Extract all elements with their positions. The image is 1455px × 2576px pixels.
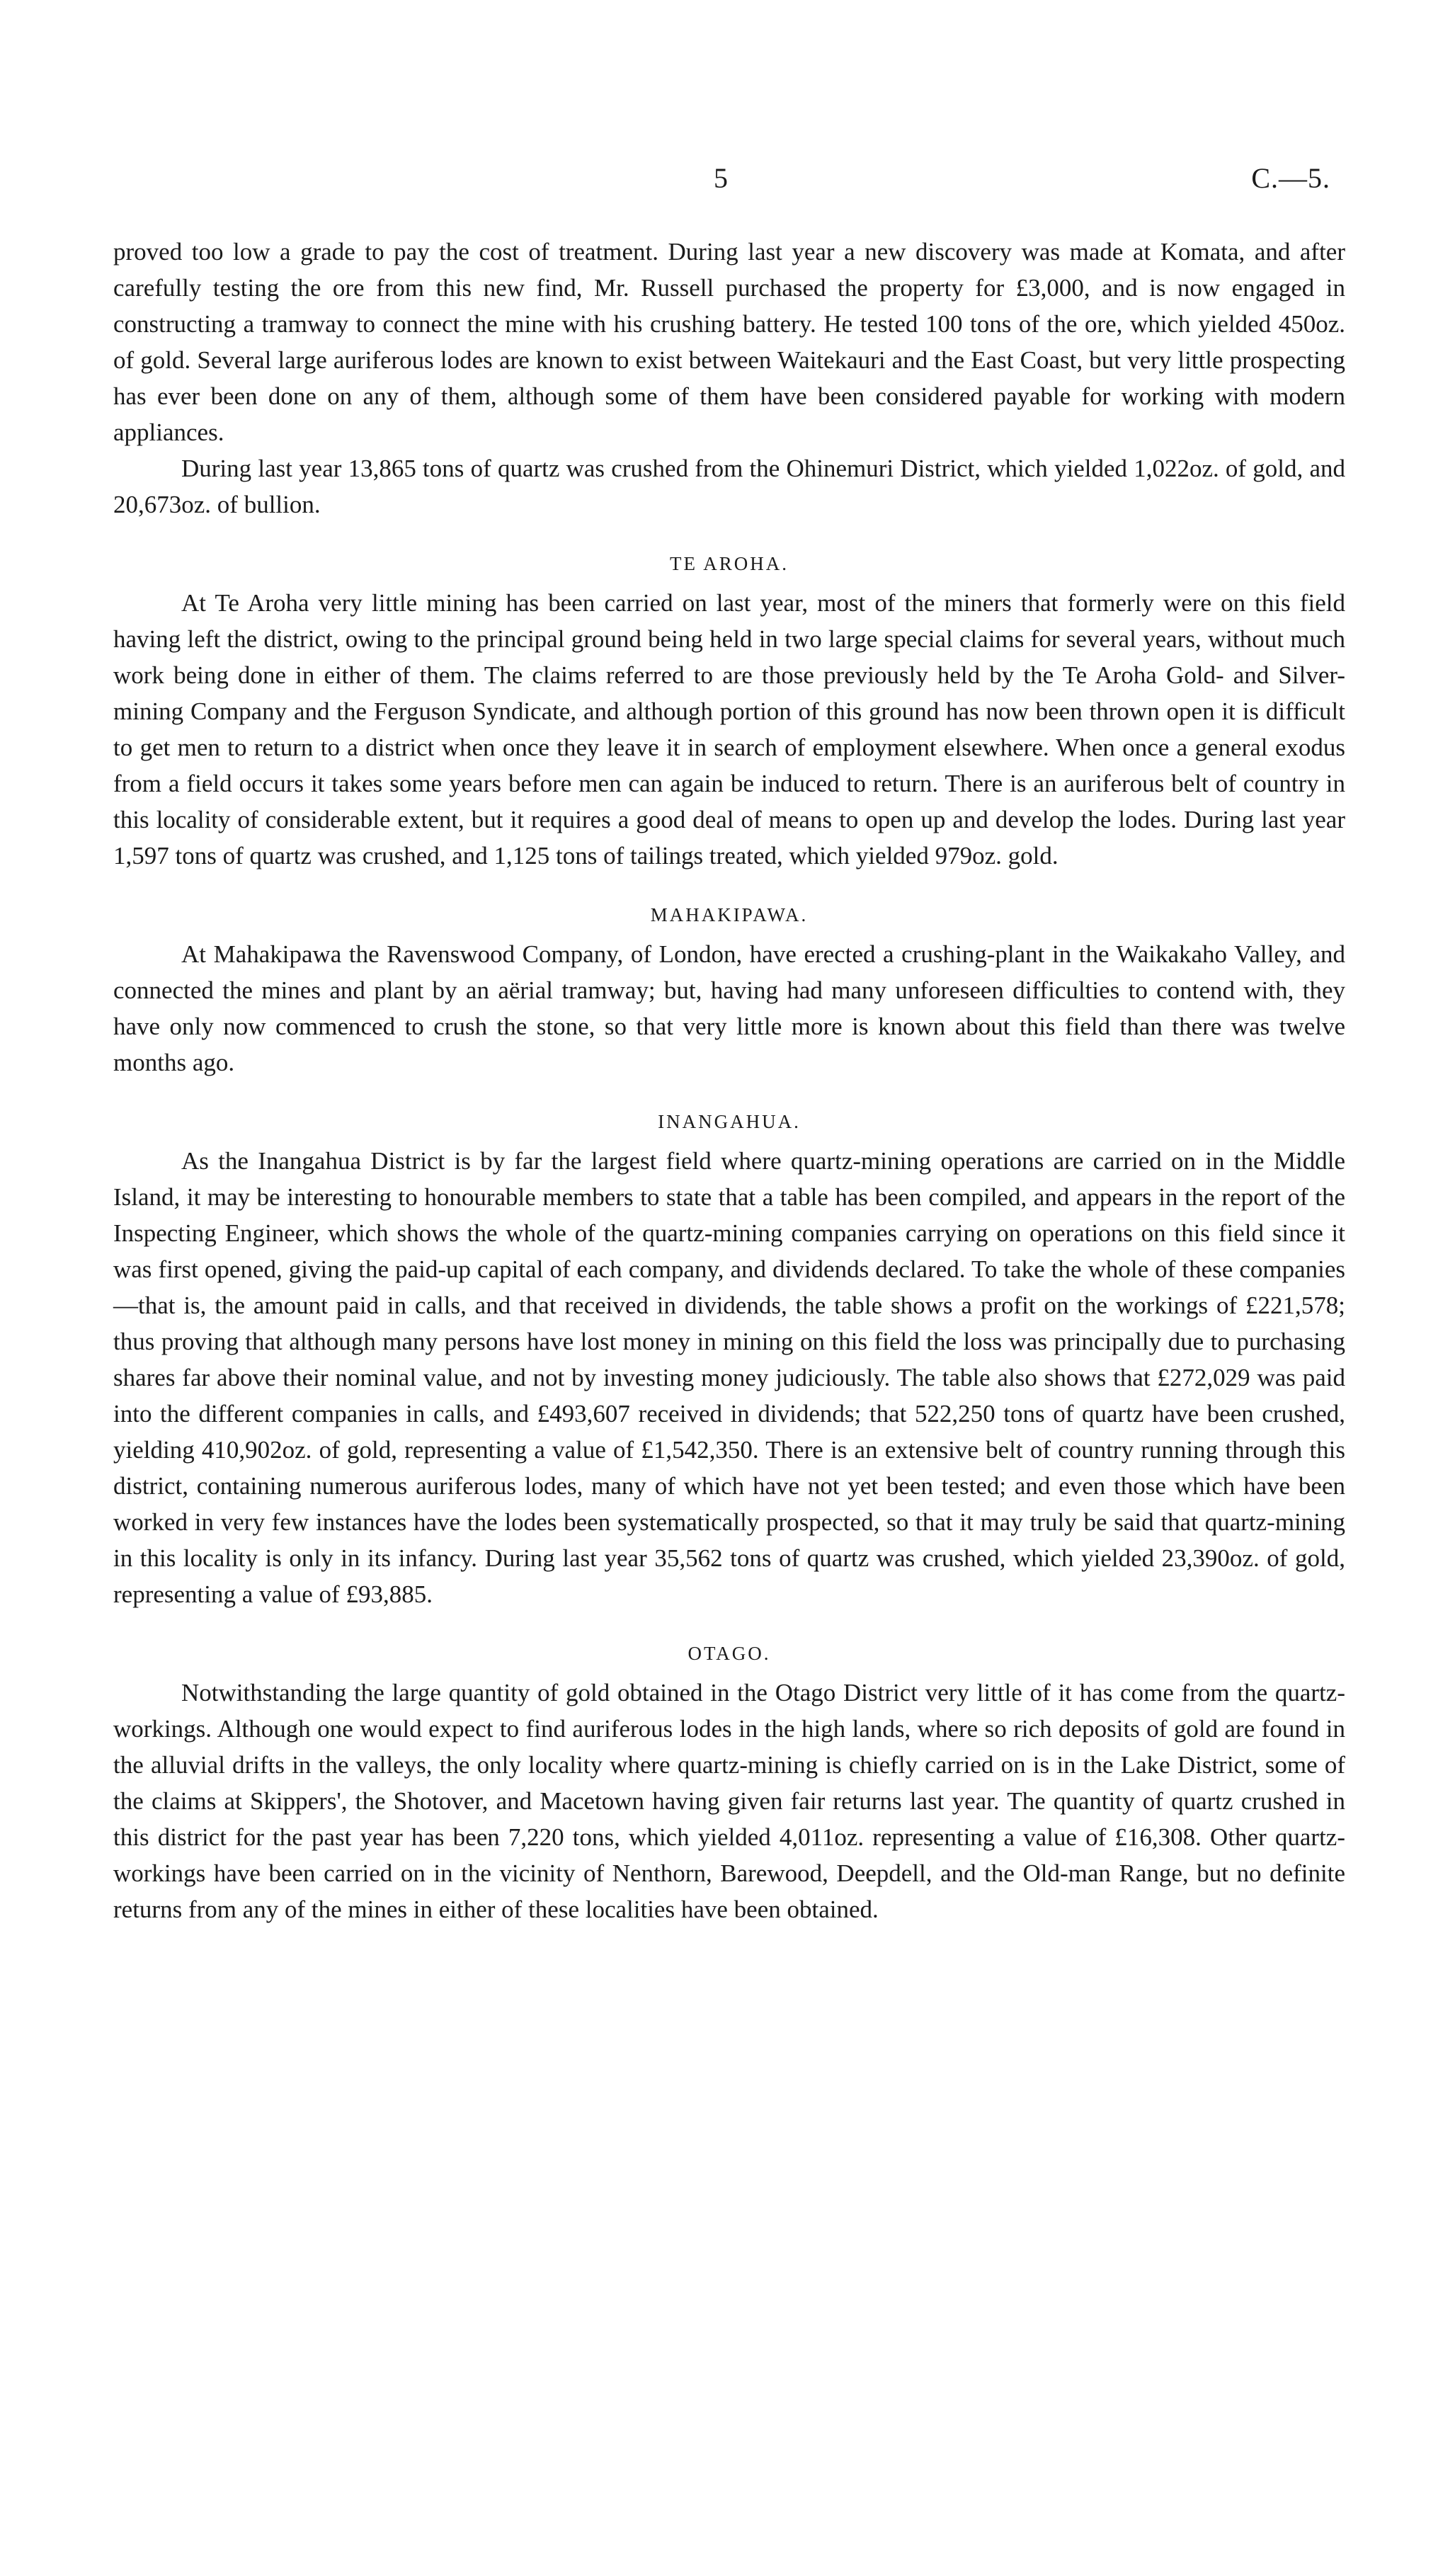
paragraph-inangahua: As the Inangahua District is by far the largest field where quartz-mining operations are carried on in the Middle Island, it may be interesting to honourable members to state that a table has been compiled, and appears in the report of the Inspecting Engineer, which shows the whole of the quartz-mining companies carrying on operations on this field since it was first opened, giving the paid-up capital of each company, and dividends declared. To take the whole of these companies—that is, the amount paid in calls, and that received in dividends, the table shows a profit on the workings of £221,578; thus proving that although many persons have lost money in mining on this field the loss was principally due to purchasing shares far above their nominal value, and not by investing money judiciously. The table also shows that £272,029 was paid into the different companies in calls, and £493,607 received in dividends; that 522,250 tons of quartz have been crushed, yielding 410,902oz. of gold, representing a value of £1,542,350. There is an extensive belt of country running through this district, containing numerous auriferous lodes, many of which have not yet been tested; and even those which have been worked in very few instances have the lodes been systematically prospected, so that it may truly be said that quartz-mining in this locality is only in its infancy. During last year 35,562 tons of quartz was crushed, which yielded 23,390oz. of gold, representing a value of £93,885. [113, 1147, 1345, 1608]
section-heading-te-aroha: TE AROHA. [670, 553, 789, 574]
paragraph-mahakipawa: At Mahakipawa the Ravenswood Company, of London, have erected a crushing-plant in the Waikakaho Valley, and connected the mines and plant by an aërial tramway; but, having had many unforeseen difficulties to contend with, they have only now commenced to crush the stone, so that very little more is known about this field than there was twelve months ago. [113, 940, 1345, 1076]
paragraph-te-aroha: At Te Aroha very little mining has been carried on last year, most of the miners that formerly were on this field having left the district, owing to the principal ground being held in two large special claims for several years, without much work being done in either of them. The claims referred to are those previously held by the Te Aroha Gold- and Silver-mining Company and the Ferguson Syndicate, and although portion of this ground has now been thrown open it is difficult to get men to return to a district when once they leave it in search of employment elsewhere. When once a general exodus from a field occurs it takes some years before men can again be induced to return. There is an auriferous belt of country in this locality of considerable extent, but it requires a good deal of means to open up and develop the lodes. During last year 1,597 tons of quartz was crushed, and 1,125 tons of tailings treated, which yielded 979oz. gold. [113, 589, 1345, 870]
document-body [113, 234, 1345, 1927]
paragraph-komata: proved too low a grade to pay the cost of treatment. During last year a new discovery was made at Komata, and after carefully testing the ore from this new find, Mr. Russell purchased the property for £3,000, and is now engaged in constructing a tramway to connect the mine with his crushing battery. He tested 100 tons of the ore, which yielded 450oz. of gold. Several large auriferous lodes are known to exist between Waitekauri and the East Coast, but very little prospecting has ever been done on any of them, although some of them have been considered payable for working with modern appliances. [113, 238, 1345, 446]
section-heading-mahakipawa: MAHAKIPAWA. [650, 904, 809, 925]
section-heading-inangahua: INANGAHUA. [658, 1111, 801, 1132]
page-header [0, 161, 1455, 204]
section-heading-otago: OTAGO. [687, 1643, 771, 1664]
page-number: 5 [714, 162, 728, 194]
paragraph-ohinemuri: During last year 13,865 tons of quartz was crushed from the Ohinemuri District, which yielded 1,022oz. of gold, and 20,673oz. of bullion. [113, 455, 1345, 518]
paragraph-otago: Notwithstanding the large quantity of gold obtained in the Otago District very little of it has come from the quartz-workings. Although one would expect to find auriferous lodes in the high lands, where so rich deposits of gold are found in the alluvial drifts in the valleys, the only locality where quartz-mining is chiefly carried on is in the Lake District, some of the claims at Skippers', the Shotover, and Macetown having given fair returns last year. The quantity of quartz crushed in this district for the past year has been 7,220 tons, which yielded 4,011oz. representing a value of £16,308. Other quartz-workings have been carried on in the vicinity of Nenthorn, Barewood, Deepdell, and the Old-man Range, but no definite returns from any of the mines in either of these localities have been obtained. [113, 1679, 1345, 1923]
document-code: C.—5. [1251, 162, 1330, 194]
